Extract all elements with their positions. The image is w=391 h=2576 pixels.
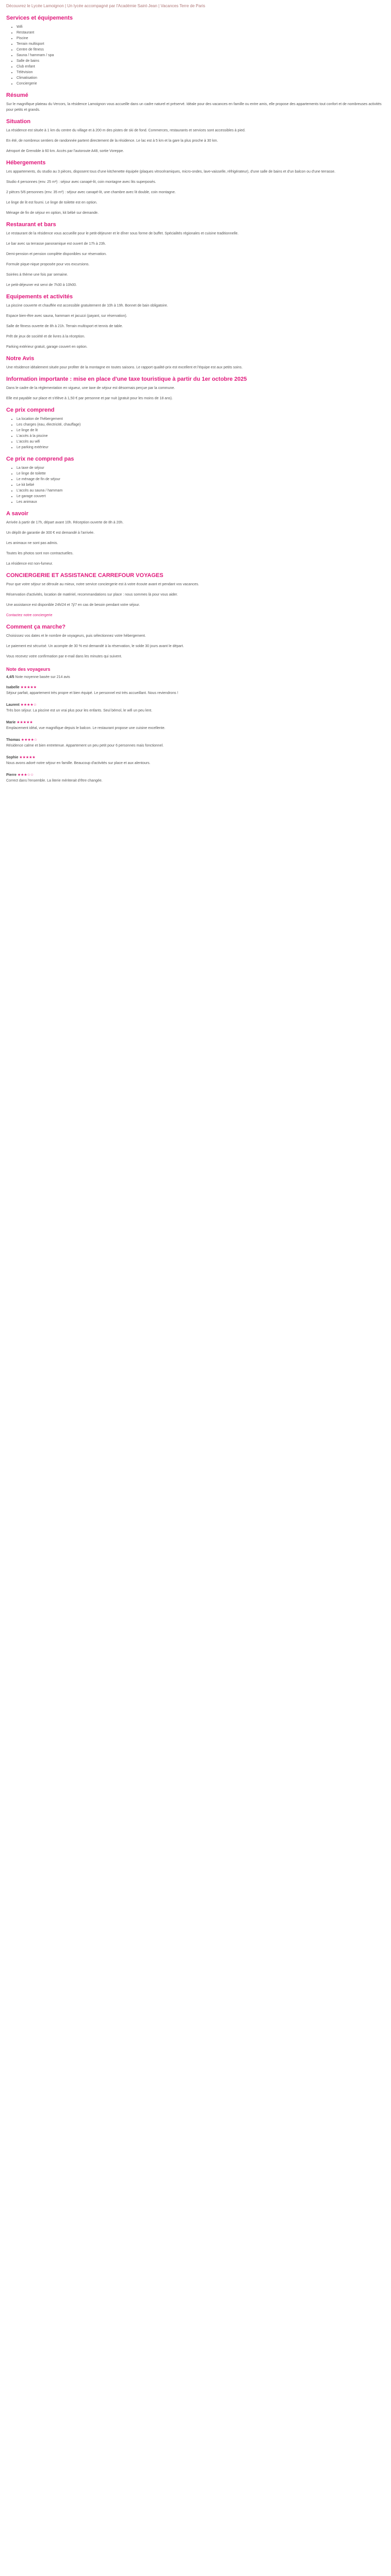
concierge-text: Une assistance est disponible 24h/24 et 7j/7 en cas de besoin pendant votre séjour.	[6, 603, 140, 607]
equipements-title: Equipements et activités	[6, 294, 73, 300]
concierge-text: Réservation d'activités, location de matériel, recommandations sur place : nous sommes là pour vous aider.	[6, 593, 178, 597]
situation-text: En été, de nombreux sentiers de randonnée partent directement de la résidence. Le lac est à 5 km et la gare la plus proche à 30 km.	[6, 139, 218, 143]
reviews-list	[6, 685, 385, 784]
restaurant-title: Restaurant et bars	[6, 222, 56, 228]
list-item: • Les animaux	[17, 499, 385, 505]
situation-text: La résidence est située à 1 km du centre du village et à 200 m des pistes de ski de fond. Commerces, restaurants et services sont accessibles à pied.	[6, 129, 246, 132]
review-item	[6, 737, 385, 749]
list-item: • Le linge de toilette	[17, 471, 385, 477]
hebergement-text: Studio 4 personnes (env. 25 m²) : séjour avec canapé-lit, coin montagne avec lits superposés.	[6, 180, 156, 184]
list-item: • La taxe de séjour	[17, 465, 385, 471]
list-item: • L'accès au wifi	[17, 439, 385, 445]
restaurant-text: Le petit-déjeuner est servi de 7h30 à 10h00.	[6, 283, 77, 287]
page	[6, 0, 385, 795]
review-author: Sophie	[6, 756, 19, 759]
pas-compris-list	[6, 465, 385, 505]
situation-title: Situation	[6, 118, 31, 125]
review-author: Isabelle	[6, 686, 20, 689]
savoir-title: A savoir	[6, 511, 29, 517]
pas-compris-title: Ce prix ne comprend pas	[6, 456, 74, 462]
savoir-text: Les animaux ne sont pas admis.	[6, 541, 58, 545]
list-item: • Restaurant	[17, 30, 385, 36]
list-item: • Club enfant	[17, 64, 385, 70]
review-item	[6, 702, 385, 714]
header-intro: Découvrez le Lycée Lamoignon | Un lycée accompagné par l'Académie Saint-Jean | Vacances Terre de Paris	[6, 4, 205, 8]
notes-summary: 4,4/5	[6, 675, 14, 679]
hebergement-text: 2 pièces 5/6 personnes (env. 35 m²) : séjour avec canapé-lit, une chambre avec lit double, coin montagne.	[6, 191, 176, 194]
list-item: • Centre de fitness	[17, 47, 385, 53]
list-item: • Salle de bains	[17, 58, 385, 64]
savoir-text: Arrivée à partir de 17h, départ avant 10h. Réception ouverte de 8h à 20h.	[6, 521, 124, 524]
concierge-title: CONCIERGERIE ET ASSISTANCE CARREFOUR VOYAGES	[6, 572, 164, 579]
info-title: Information importante : mise en place d'une taxe touristique à partir du 1er octobre 2025	[6, 376, 247, 382]
info-text: Elle est payable sur place et s'élève à 1,50 € par personne et par nuit (gratuit pour les moins de 18 ans).	[6, 397, 173, 400]
resume-title: Résumé	[6, 92, 28, 98]
hebergement-text: Le linge de lit est fourni. Le linge de toilette est en option.	[6, 201, 97, 205]
list-item: • Le kit bébé	[17, 482, 385, 488]
concierge-link[interactable]: Contactez notre conciergerie	[6, 614, 53, 617]
reserver-text: Le paiement est sécurisé. Un acompte de 30 % est demandé à la réservation, le solde 30 jours avant le départ.	[6, 645, 184, 648]
equipements-text: Salle de fitness ouverte de 8h à 21h. Terrain multisport et tennis de table.	[6, 325, 123, 328]
situation-text: Aéroport de Grenoble à 60 km. Accès par l'autoroute A48, sortie Voreppe.	[6, 149, 124, 153]
hebergement-text: Les appartements, du studio au 3 pièces, disposent tous d'une kitchenette équipée (plaques vitrocéramiques, micro-ondes, lave-vaisselle, réfrigérateur), d'une salle de bains et d'un balcon ou d'une terrasse.	[6, 170, 336, 174]
review-item	[6, 720, 385, 731]
list-item: • Conciergerie	[17, 81, 385, 87]
list-item: • Le linge de lit	[17, 428, 385, 433]
review-text: Séjour parfait, appartement très propre et bien équipé. Le personnel est très accueillant. Nous reviendrons !	[6, 691, 178, 695]
notes-title: Note des voyageurs	[6, 667, 51, 672]
review-stars: ★★★★★	[20, 686, 37, 689]
restaurant-text: Demi-pension et pension complète disponibles sur réservation.	[6, 252, 107, 256]
equipements-text: Prêt de jeux de société et de livres à la réception.	[6, 335, 85, 338]
list-item: • Le ménage de fin de séjour	[17, 477, 385, 482]
list-item: • La location de l'hébergement	[17, 416, 385, 422]
review-author: Marie	[6, 721, 16, 724]
list-item: • Terrain multisport	[17, 41, 385, 47]
list-item: • Le parking extérieur	[17, 445, 385, 450]
list-item: • Télévision	[17, 70, 385, 75]
savoir-text: La résidence est non-fumeur.	[6, 562, 53, 566]
notre-avis-text: Une résidence idéalement située pour profiter de la montagne en toutes saisons. Le rapport qualité-prix est excellent et l'équipe est aux petits soins.	[6, 366, 243, 369]
review-text: Résidence calme et bien entretenue. Appartement un peu petit pour 6 personnes mais fonctionnel.	[6, 744, 164, 748]
review-stars: ★★★★★	[19, 756, 36, 759]
review-item	[6, 772, 385, 784]
savoir-text: Un dépôt de garantie de 300 € est demandé à l'arrivée.	[6, 531, 95, 535]
list-item: • L'accès au sauna / hammam	[17, 488, 385, 494]
review-text: Très bon séjour. La piscine est un vrai plus pour les enfants. Seul bémol, le wifi un peu lent.	[6, 709, 153, 713]
review-author: Pierre	[6, 773, 17, 777]
review-stars: ★★★☆☆	[17, 773, 34, 777]
info-text: Dans le cadre de la réglementation en vigueur, une taxe de séjour est désormais perçue par la commune.	[6, 386, 175, 390]
equipements-text: La piscine couverte et chauffée est accessible gratuitement de 10h à 19h. Bonnet de bain obligatoire.	[6, 304, 168, 308]
savoir-text: Toutes les photos sont non contractuelles.	[6, 552, 74, 555]
restaurant-text: Soirées à thème une fois par semaine.	[6, 273, 68, 277]
restaurant-text: Le bar avec sa terrasse panoramique est ouvert de 17h à 23h.	[6, 242, 106, 246]
hebergement-text: Ménage de fin de séjour en option, kit bébé sur demande.	[6, 211, 99, 215]
services-title: Services et équipements	[6, 15, 73, 21]
review-item	[6, 755, 385, 766]
list-item: • Le garage couvert	[17, 494, 385, 499]
notre-avis-title: Notre Avis	[6, 355, 35, 362]
review-author: Thomas	[6, 738, 20, 742]
list-item: • Climatisation	[17, 75, 385, 81]
restaurant-text: Le restaurant de la résidence vous accueille pour le petit-déjeuner et le dîner sous forme de buffet. Spécialités régionales et cuisine traditionnelle.	[6, 232, 239, 235]
resume-text: Sur le magnifique plateau du Vercors, la résidence Lamoignon vous accueille dans un cadre naturel et préservé. Idéale pour des vacances en famille ou entre amis, elle propose des appartements tout confort et de nombreuses activités pour petits et grands.	[6, 103, 382, 112]
compris-title: Ce prix comprend	[6, 407, 55, 413]
review-stars: ★★★★☆	[20, 703, 37, 707]
list-item: • Piscine	[17, 36, 385, 41]
equipements-text: Parking extérieur gratuit, garage couvert en option.	[6, 345, 88, 349]
list-item: • Les charges (eau, électricité, chauffage)	[17, 422, 385, 428]
restaurant-text: Formule pique-nique proposée pour vos excursions.	[6, 263, 90, 266]
review-author: Laurent	[6, 703, 20, 707]
reserver-title: Comment ça marche?	[6, 624, 66, 630]
review-stars: ★★★★★	[17, 721, 33, 724]
compris-list	[6, 416, 385, 450]
review-item	[6, 685, 385, 696]
notes-summary-label: Note moyenne basée sur 214 avis	[15, 675, 70, 679]
review-stars: ★★★★☆	[21, 738, 38, 742]
reserver-text: Vous recevez votre confirmation par e-mail dans les minutes qui suivent.	[6, 655, 122, 658]
concierge-text: Pour que votre séjour se déroule au mieux, notre service conciergerie est à votre écoute avant et pendant vos vacances.	[6, 583, 199, 586]
review-text: Emplacement idéal, vue magnifique depuis le balcon. Le restaurant propose une cuisine excellente.	[6, 726, 166, 730]
list-item: • Sauna / hammam / spa	[17, 53, 385, 58]
services-list	[6, 24, 385, 87]
review-text: Nous avons adoré notre séjour en famille. Beaucoup d'activités sur place et aux alentours.	[6, 761, 151, 765]
review-text: Correct dans l'ensemble. La literie mériterait d'être changée.	[6, 779, 103, 783]
reserver-text: Choisissez vos dates et le nombre de voyageurs, puis sélectionnez votre hébergement.	[6, 634, 146, 638]
hebergement-title: Hébergements	[6, 160, 46, 166]
equipements-text: Espace bien-être avec sauna, hammam et jacuzzi (payant, sur réservation).	[6, 314, 127, 318]
list-item: • Wifi	[17, 24, 385, 30]
list-item: • L'accès à la piscine	[17, 433, 385, 439]
